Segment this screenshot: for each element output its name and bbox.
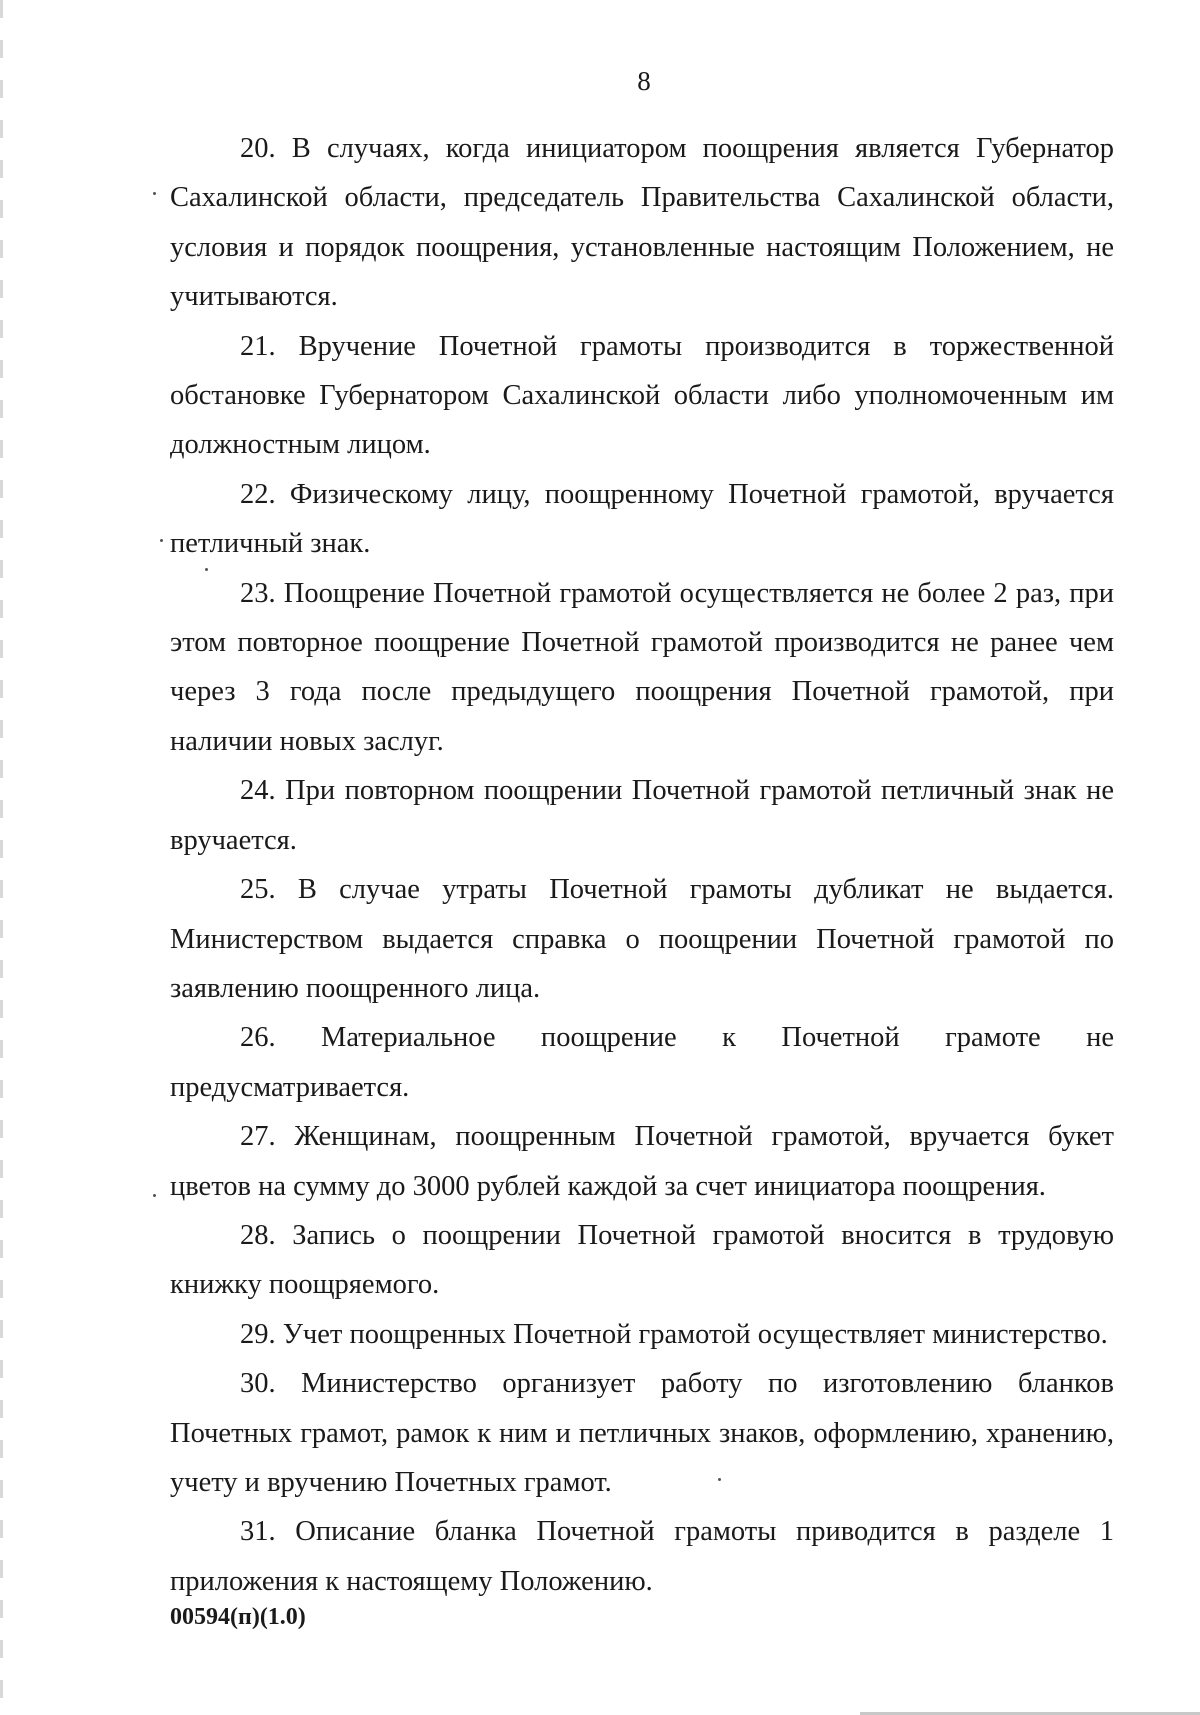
scan-speck bbox=[160, 539, 163, 542]
paragraph-25: 25. В случае утраты Почетной грамоты дубликат не выдается. Министерством выдается справка о поощрении Почетной грамотой по заявлению поощренного лица. bbox=[170, 874, 1114, 1004]
paragraph-24: 24. При повторном поощрении Почетной грамотой петличный знак не вручается. bbox=[170, 775, 1114, 856]
paragraph-28: 28. Запись о поощрении Почетной грамотой вносится в трудовую книжку поощряемого. bbox=[170, 1219, 1114, 1301]
paragraph-30: 30. Министерство организует работу по изготовлению бланков Почетных грамот, рамок к ним и петличных знаков, оформлению, хранению, учету и вручению Почетных грамот. bbox=[170, 1368, 1114, 1498]
paragraph-23: 23. Поощрение Почетной грамотой осуществляется не более 2 раз, при этом повторное поощрение Почетной грамотой производится не ранее чем через 3 года после предыдущего поощрения Почетной грамотой, при наличии новых заслуг. bbox=[170, 577, 1114, 757]
paragraph-21: 21. Вручение Почетной грамоты производится в торжественной обстановке Губернатором Сахалинской области либо уполномоченным им должностным лицом. bbox=[170, 330, 1114, 461]
paragraph-27: 27. Женщинам, поощренным Почетной грамотой, вручается букет цветов на сумму до 3000 рублей каждой за счет инициатора поощрения. bbox=[170, 1121, 1114, 1202]
paragraph-22: 22. Физическому лицу, поощренному Почетной грамотой, вручается петличный знак. bbox=[170, 478, 1114, 560]
scan-speck bbox=[153, 192, 156, 195]
document-code: 00594(п)(1.0) bbox=[170, 1604, 306, 1630]
paragraph-20: 20. В случаях, когда инициатором поощрения является Губернатор Сахалинской области, председатель Правительства Сахалинской области, условия и порядок поощрения, установленные настоящим Положением, не учитываются. bbox=[170, 133, 1114, 313]
paragraph-26: 26. Материальное поощрение к Почетной грамоте не предусматривается. bbox=[170, 1022, 1114, 1103]
document-body bbox=[170, 124, 1114, 1606]
scan-speck bbox=[153, 1194, 156, 1197]
paragraph-31: 31. Описание бланка Почетной грамоты приводится в разделе 1 приложения к настоящему Положению. bbox=[170, 1516, 1114, 1597]
scan-edge-artifact bbox=[0, 0, 3, 1715]
paragraph-29: 29. Учет поощренных Почетной грамотой осуществляет министерство. bbox=[240, 1318, 1108, 1350]
page-number: 8 bbox=[637, 66, 651, 96]
